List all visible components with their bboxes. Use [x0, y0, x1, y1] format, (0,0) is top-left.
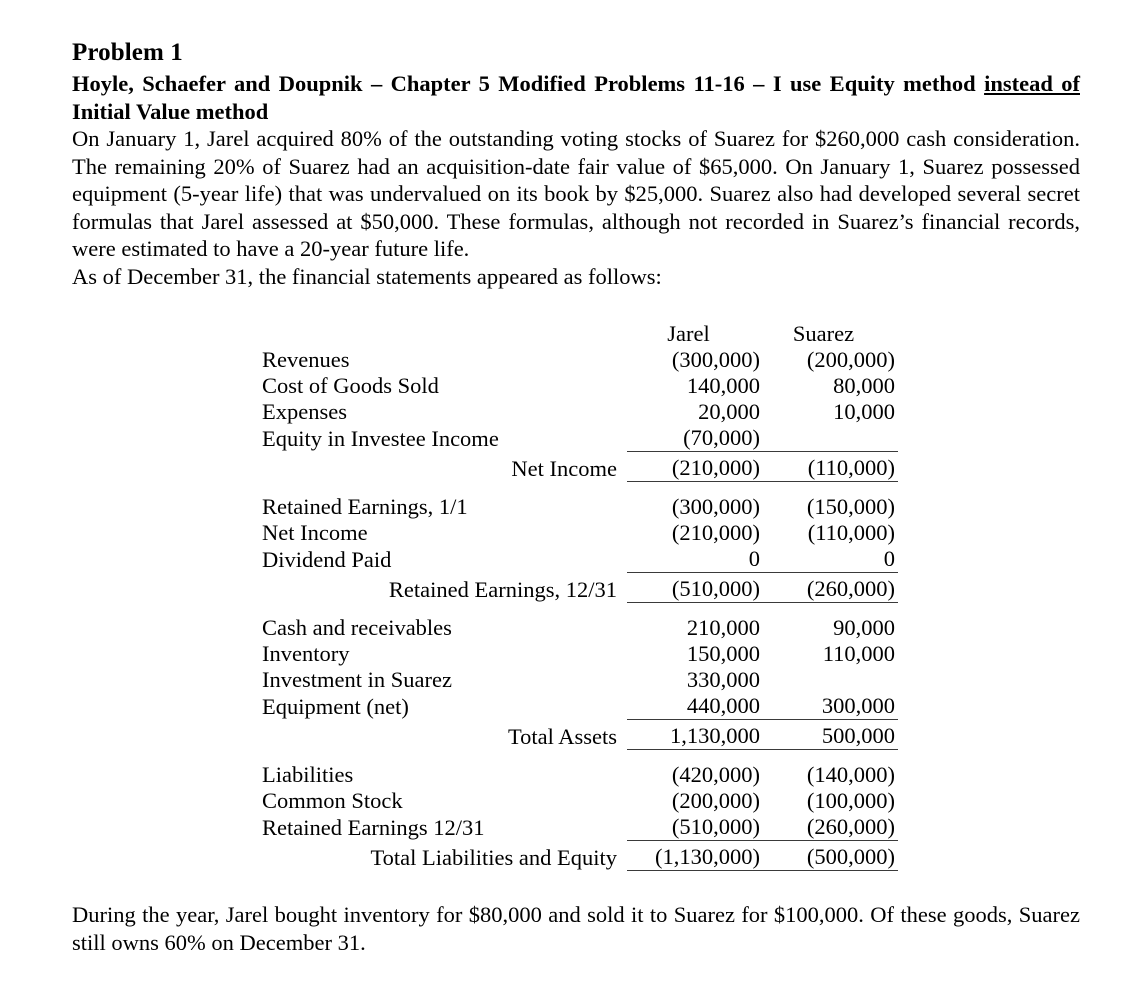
table-row	[262, 615, 898, 641]
row-label: Dividend Paid	[262, 546, 392, 572]
row-value-jarel: 140,000	[686, 373, 760, 398]
section-gap	[262, 750, 898, 763]
row-label: Investment in Suarez	[262, 667, 452, 692]
row-value-jarel: 440,000	[686, 693, 760, 718]
row-value-suarez: 300,000	[821, 693, 895, 718]
row-value-jarel: 0	[748, 546, 760, 571]
table-row	[262, 693, 898, 720]
total-value-suarez: (110,000)	[762, 452, 898, 482]
table-total-row-total-liabilities-equity	[262, 841, 898, 871]
financial-statements-table	[262, 316, 898, 871]
total-value-jarel: (510,000)	[627, 573, 762, 603]
row-value-suarez: 0	[883, 546, 895, 571]
column-header-suarez: Suarez	[792, 321, 855, 346]
table-total-row-net-income	[262, 452, 898, 482]
page-title: Problem 1	[72, 39, 183, 66]
row-value-jarel: (300,000)	[671, 347, 760, 372]
table-row	[262, 425, 898, 452]
row-label: Cash and receivables	[262, 615, 452, 640]
row-value-suarez: 90,000	[833, 615, 895, 640]
total-label: Retained Earnings, 12/31	[388, 576, 617, 602]
section-gap	[262, 603, 898, 616]
table-row	[262, 494, 898, 520]
table-row	[262, 399, 898, 425]
row-label: Retained Earnings, 1/1	[262, 494, 468, 519]
row-label: Equipment (net)	[262, 693, 409, 719]
row-value-suarez: (200,000)	[806, 347, 895, 372]
total-label: Total Assets	[507, 723, 617, 749]
row-value-suarez: 110,000	[822, 641, 895, 666]
row-value-suarez: (110,000)	[807, 520, 895, 545]
row-label: Inventory	[262, 641, 350, 666]
intro-paragraph: On January 1, Jarel acquired 80% of the outstanding voting stocks of Suarez for $260,000 cash consideration. The remaining 20% of Suarez had an acquisition-date fair value of $65,000. On January 1, Suarez possessed equipment (5-year life) that was undervalued on its book by $25,000. Suarez also had developed several secret formulas that Jarel assessed at $50,000. These formulas, although not recorded in Suarez’s financial records, were estimated to have a 20-year future life.	[72, 126, 1080, 261]
header-spacer	[262, 316, 627, 347]
table-header-row	[262, 316, 898, 347]
table-total-row-total-assets	[262, 720, 898, 750]
table-row	[262, 667, 898, 693]
subtitle-underlined-phrase: instead of	[984, 71, 1080, 96]
row-label: Equity in Investee Income	[262, 425, 499, 451]
document-subtitle	[72, 70, 1080, 125]
row-value-suarez	[762, 667, 898, 693]
table-total-row-retained-earnings	[262, 573, 898, 603]
row-value-suarez: 10,000	[833, 399, 895, 424]
row-value-jarel: 210,000	[686, 615, 760, 640]
column-header-jarel: Jarel	[667, 321, 710, 346]
total-value-jarel: (210,000)	[627, 452, 762, 482]
row-value-jarel: (420,000)	[671, 762, 760, 787]
row-label: Cost of Goods Sold	[262, 373, 439, 398]
financial-statements-table-wrapper	[72, 316, 1080, 871]
subtitle-line-2: Initial Value method	[72, 98, 269, 124]
row-value-jarel: (300,000)	[671, 494, 760, 519]
row-value-suarez	[762, 425, 898, 452]
closing-paragraph: During the year, Jarel bought inventory for $80,000 and sold it to Suarez for $100,000. Of these goods, Suarez still owns 60% on December 31.	[72, 902, 1080, 955]
row-label: Expenses	[262, 399, 347, 424]
total-value-suarez: (260,000)	[762, 573, 898, 603]
statements-lead-in: As of December 31, the financial statements appeared as follows:	[72, 263, 662, 289]
table-row	[262, 814, 898, 841]
row-value-jarel: (70,000)	[683, 425, 760, 450]
table-row	[262, 762, 898, 788]
table-row	[262, 347, 898, 373]
total-value-suarez: (500,000)	[762, 841, 898, 871]
row-label: Net Income	[262, 520, 368, 545]
total-value-suarez: 500,000	[762, 720, 898, 750]
row-value-jarel: (510,000)	[671, 814, 760, 839]
row-value-suarez: (150,000)	[806, 494, 895, 519]
table-row	[262, 546, 898, 573]
row-value-jarel: (210,000)	[671, 520, 760, 545]
table-row	[262, 373, 898, 399]
total-label: Total Liabilities and Equity	[370, 844, 617, 870]
row-value-jarel: 330,000	[686, 667, 760, 692]
total-value-jarel: 1,130,000	[627, 720, 762, 750]
table-row	[262, 641, 898, 667]
row-label: Liabilities	[262, 762, 354, 787]
row-label: Revenues	[262, 347, 350, 372]
row-value-jarel: 150,000	[686, 641, 760, 666]
row-value-suarez: 80,000	[833, 373, 895, 398]
table-row	[262, 788, 898, 814]
row-label: Retained Earnings 12/31	[262, 814, 485, 840]
row-value-suarez: (140,000)	[806, 762, 895, 787]
section-gap	[262, 482, 898, 495]
row-value-jarel: 20,000	[698, 399, 760, 424]
total-value-jarel: (1,130,000)	[627, 841, 762, 871]
subtitle-line-1: Hoyle, Schaefer and Doupnik – Chapter 5 Modified Problems 11-16 – I use Equity method	[72, 71, 985, 96]
row-label: Common Stock	[262, 788, 403, 813]
row-value-suarez: (260,000)	[806, 814, 895, 839]
table-row	[262, 520, 898, 546]
row-value-suarez: (100,000)	[806, 788, 895, 813]
row-value-jarel: (200,000)	[671, 788, 760, 813]
total-label: Net Income	[511, 455, 617, 481]
